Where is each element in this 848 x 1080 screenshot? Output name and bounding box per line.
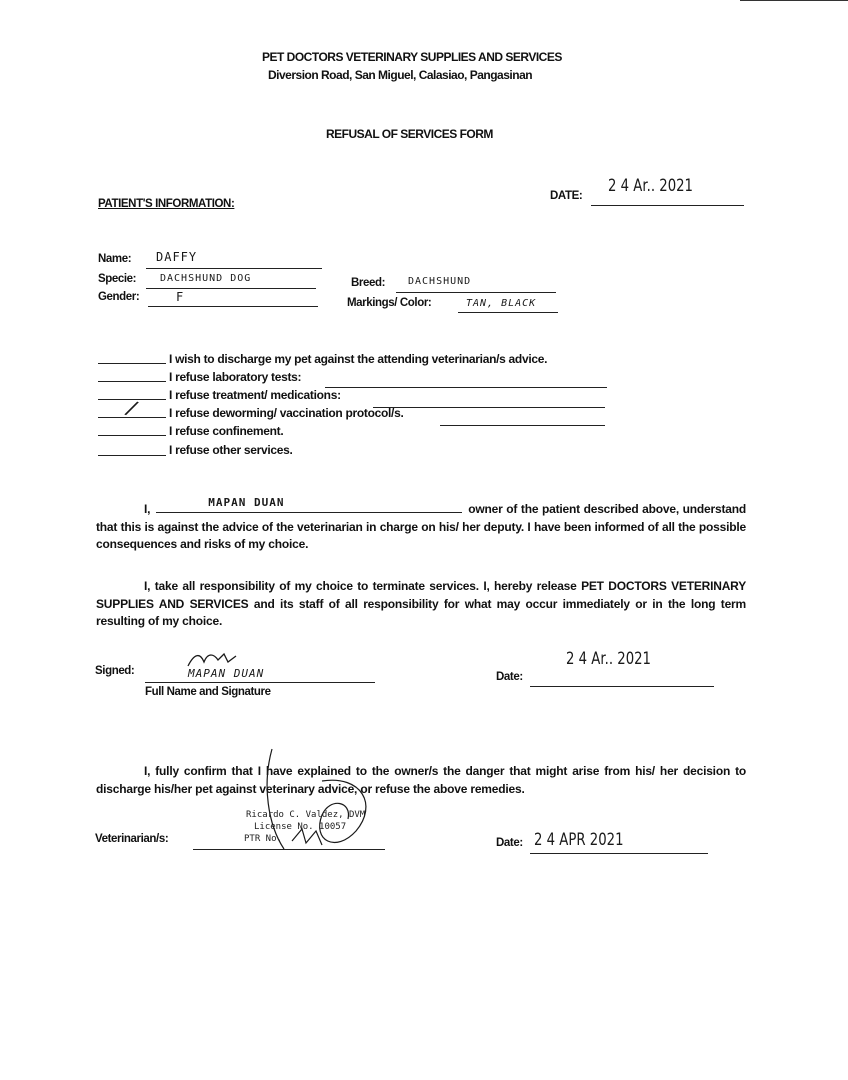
vet-stamp-license: License No. 10057 <box>254 822 347 832</box>
refusal-item: I wish to discharge my pet against the attending veterinarian/s advice. <box>169 352 548 366</box>
markings-value: TAN, BLACK <box>466 298 537 309</box>
patient-section-title: PATIENT'S INFORMATION: <box>98 198 235 210</box>
markings-label: Markings/ Color: <box>347 297 432 309</box>
statement-prefix: I, <box>144 502 151 516</box>
owner-name-field[interactable] <box>156 496 462 513</box>
vet-date-value: 2 4 APR 2021 <box>534 830 624 850</box>
business-name: PET DOCTORS VETERINARY SUPPLIES AND SERVICES <box>262 50 562 64</box>
refusal-check-line[interactable] <box>98 435 166 436</box>
owner-statement <box>96 496 746 554</box>
refusal-item: I refuse deworming/ vaccination protocol/s. <box>169 406 404 420</box>
owner-date-line[interactable] <box>530 686 714 687</box>
specie-value: DACHSHUND DOG <box>160 273 252 284</box>
scan-edge <box>740 0 848 1</box>
date-label: DATE: <box>550 190 583 202</box>
statement-body: owner of the patient described above, understand that this is against the advice of the veterinarian in charge on his/ her deputy. I have been informed of all the possible consequences and risks of my choice. <box>96 502 746 551</box>
gender-value: F <box>176 290 185 304</box>
breed-field[interactable] <box>396 292 556 293</box>
name-label: Name: <box>98 253 132 265</box>
release-company: PET DOCTORS VETERINARY SUPPLIES AND SERVICES <box>96 579 746 611</box>
owner-signature-line[interactable] <box>145 682 375 683</box>
breed-label: Breed: <box>351 277 386 289</box>
vet-date-line[interactable] <box>530 853 708 854</box>
gender-field[interactable] <box>148 306 318 307</box>
vet-label: Veterinarian/s: <box>95 833 169 845</box>
vet-stamp-name: Ricardo C. Valdez, DVM <box>246 810 366 820</box>
markings-field[interactable] <box>458 312 558 313</box>
breed-value: DACHSHUND <box>408 276 472 287</box>
name-value: DAFFY <box>156 250 198 264</box>
refusal-item: I refuse other services. <box>169 443 293 457</box>
name-field[interactable] <box>146 268 322 269</box>
deworming-detail-line[interactable] <box>440 425 605 426</box>
release-part2: and its staff of all responsibility for what may occur immediately or in the long term resulting of my choice. <box>96 596 746 628</box>
refusal-check-line[interactable] <box>98 381 166 382</box>
specie-label: Specie: <box>98 273 137 285</box>
refusal-check-line[interactable] <box>98 363 166 364</box>
business-address: Diversion Road, San Miguel, Calasiao, Pangasinan <box>268 68 533 82</box>
specie-field[interactable] <box>146 288 316 289</box>
release-statement <box>96 578 746 631</box>
signature-caption: Full Name and Signature <box>145 686 271 698</box>
treatment-detail-line[interactable] <box>373 407 605 408</box>
refusal-item: I refuse treatment/ medications: <box>169 388 341 402</box>
date-line[interactable] <box>591 205 744 206</box>
gender-label: Gender: <box>98 291 140 303</box>
vet-stamp-ptr: PTR No. <box>244 834 282 844</box>
vet-date-label: Date: <box>496 837 523 849</box>
owner-name-value: MAPAN DUAN <box>208 496 285 509</box>
date-value: 2 4 Ar.. 2021 <box>608 176 694 196</box>
owner-date-value: 2 4 Ar.. 2021 <box>566 649 652 669</box>
refusal-check-line[interactable] <box>98 455 166 456</box>
lab-tests-detail-line[interactable] <box>325 387 607 388</box>
refusal-item: I refuse laboratory tests: <box>169 370 302 384</box>
release-part1: I, take all responsibility of my choice to terminate services. I, hereby release <box>144 579 582 593</box>
owner-date-label: Date: <box>496 671 523 683</box>
vet-signature-scribble <box>232 745 382 857</box>
owner-signature-value: MAPAN DUAN <box>188 667 265 680</box>
vet-confirmation <box>96 763 746 798</box>
signed-label: Signed: <box>95 665 135 677</box>
form-title: REFUSAL OF SERVICES FORM <box>326 127 493 141</box>
refusal-check-mark: / <box>122 394 143 422</box>
vet-confirmation-text: I, fully confirm that I have explained to the owner/s the danger that might arise from his/ her decision to discharge his/her pet against veterinary advice, or refuse the above remedies. <box>96 764 746 796</box>
refusal-item: I refuse confinement. <box>169 424 284 438</box>
